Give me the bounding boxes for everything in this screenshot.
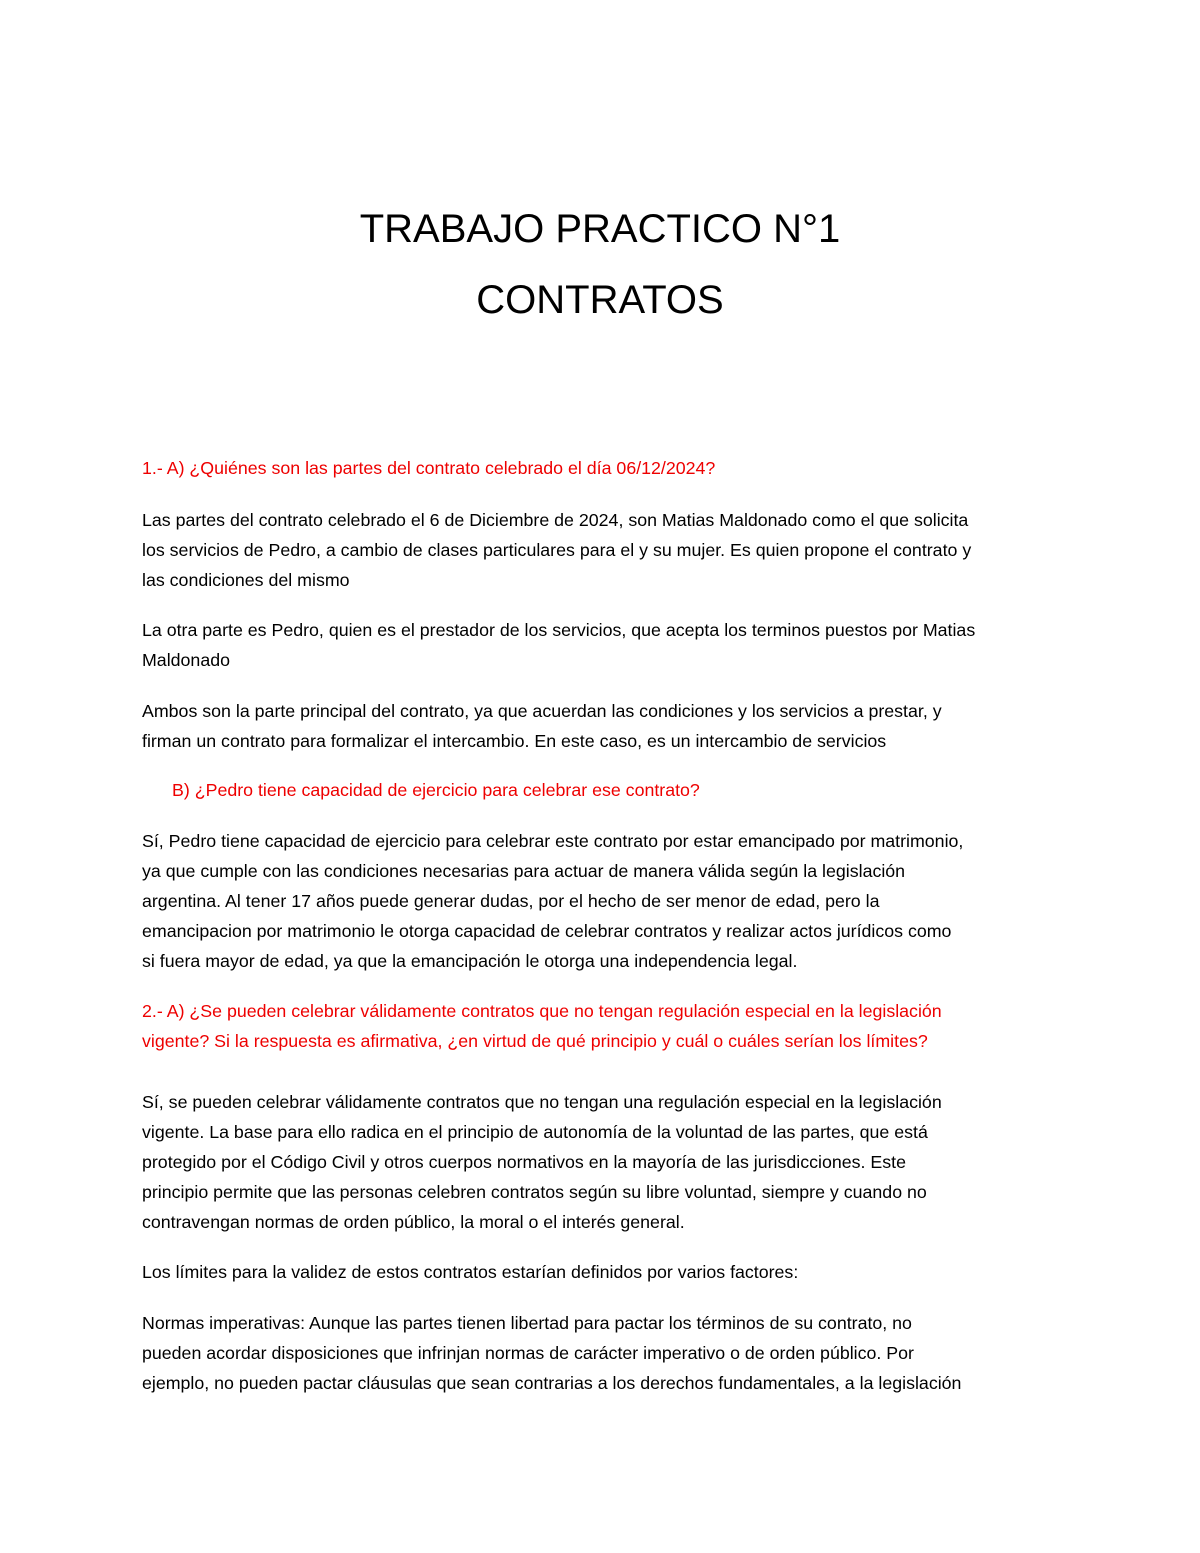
answer-2a-paragraph-2 [142, 1257, 1067, 1287]
paragraph-line: Maldonado [142, 650, 230, 670]
paragraph-line: emancipacion por matrimonio le otorga capacidad de celebrar contratos y realizar actos jurídicos como [142, 921, 952, 941]
question-1a [142, 453, 1067, 483]
paragraph-line: Sí, se pueden celebrar válidamente contratos que no tengan una regulación especial en la legislación [142, 1092, 942, 1112]
paragraph-line: Sí, Pedro tiene capacidad de ejercicio para celebrar este contrato por estar emancipado por matrimonio, [142, 831, 964, 851]
question-2a-line: vigente? Si la respuesta es afirmativa, ¿en virtud de qué principio y cuál o cuáles serían los límites? [142, 1031, 928, 1051]
paragraph-line: argentina. Al tener 17 años puede generar dudas, por el hecho de ser menor de edad, pero la [142, 891, 880, 911]
paragraph-line: firman un contrato para formalizar el intercambio. En este caso, es un intercambio de servicios [142, 731, 887, 751]
paragraph-line: las condiciones del mismo [142, 570, 350, 590]
answer-1a-paragraph-3 [142, 696, 1067, 756]
paragraph-line: ejemplo, no pueden pactar cláusulas que sean contrarias a los derechos fundamentales, a la legislación [142, 1373, 962, 1393]
paragraph-line: contravengan normas de orden público, la moral o el interés general. [142, 1212, 685, 1232]
answer-1b-paragraph [142, 826, 1067, 976]
paragraph-line: Ambos son la parte principal del contrato, ya que acuerdan las condiciones y los servicios a prestar, y [142, 701, 942, 721]
paragraph-line: Las partes del contrato celebrado el 6 de Diciembre de 2024, son Matias Maldonado como el que solicita [142, 510, 969, 530]
question-2a [142, 996, 1067, 1056]
paragraph-line: los servicios de Pedro, a cambio de clases particulares para el y su mujer. Es quien propone el contrato y [142, 540, 972, 560]
paragraph-line: pueden acordar disposiciones que infrinjan normas de carácter imperativo o de orden público. Por [142, 1343, 914, 1363]
question-1b-line: B) ¿Pedro tiene capacidad de ejercicio para celebrar ese contrato? [172, 780, 700, 800]
answer-1a-paragraph-1 [142, 505, 1067, 595]
paragraph-line: Normas imperativas: Aunque las partes tienen libertad para pactar los términos de su contrato, no [142, 1313, 912, 1333]
answer-2a-paragraph-3 [142, 1308, 1067, 1398]
question-1b [172, 775, 1097, 805]
answer-1a-paragraph-2 [142, 615, 1067, 675]
question-1a-line: 1.- A) ¿Quiénes son las partes del contrato celebrado el día 06/12/2024? [142, 458, 716, 478]
paragraph-line: ya que cumple con las condiciones necesarias para actuar de manera válida según la legislación [142, 861, 906, 881]
paragraph-line: Los límites para la validez de estos contratos estarían definidos por varios factores: [142, 1262, 799, 1282]
paragraph-line: principio permite que las personas celebren contratos según su libre voluntad, siempre y cuando no [142, 1182, 927, 1202]
paragraph-line: si fuera mayor de edad, ya que la emancipación le otorga una independencia legal. [142, 951, 798, 971]
paragraph-line: protegido por el Código Civil y otros cuerpos normativos en la mayoría de las jurisdicciones. Este [142, 1152, 906, 1172]
answer-2a-paragraph-1 [142, 1087, 1067, 1237]
question-2a-line: 2.- A) ¿Se pueden celebrar válidamente contratos que no tengan regulación especial en la legislación [142, 1001, 942, 1021]
document-subtitle: CONTRATOS [476, 278, 724, 322]
paragraph-line: vigente. La base para ello radica en el principio de autonomía de la voluntad de las partes, que está [142, 1122, 928, 1142]
document-title: TRABAJO PRACTICO N°1 [359, 207, 841, 251]
paragraph-line: La otra parte es Pedro, quien es el prestador de los servicios, que acepta los terminos puestos por Matias [142, 620, 976, 640]
